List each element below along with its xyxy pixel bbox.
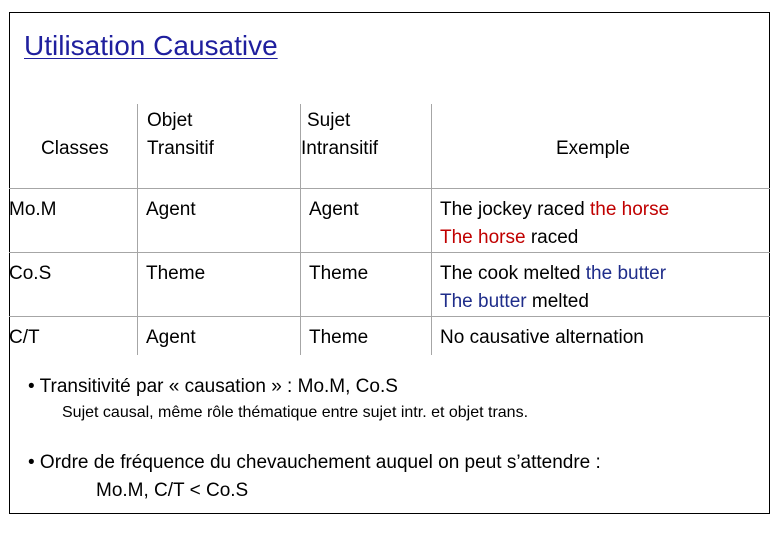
example-object-highlight: the horse bbox=[589, 199, 670, 220]
example-text: melted bbox=[526, 291, 589, 312]
example-line bbox=[440, 224, 770, 252]
example-cell bbox=[432, 189, 770, 252]
header-example: Exemple bbox=[556, 138, 630, 159]
header-object-line1: Objet bbox=[147, 110, 193, 131]
example-cell bbox=[432, 253, 770, 316]
causative-table bbox=[9, 104, 770, 355]
object-role-cell: Theme bbox=[146, 263, 206, 284]
subject-role-cell: Agent bbox=[309, 199, 359, 220]
class-cell: C/T bbox=[9, 327, 40, 348]
table-header-row bbox=[9, 104, 770, 189]
example-line bbox=[440, 288, 770, 316]
subject-role-cell: Theme bbox=[309, 327, 369, 348]
example-subject-highlight: The butter bbox=[440, 291, 527, 312]
table-row bbox=[9, 317, 770, 356]
note-transitivity: • Transitivité par « causation » : Mo.M, Co.S bbox=[28, 376, 398, 397]
header-object-cell bbox=[138, 104, 301, 189]
table-row bbox=[9, 189, 770, 253]
object-role-cell: Agent bbox=[146, 327, 196, 348]
example-subject-highlight: The horse bbox=[440, 227, 526, 248]
header-subject-line1: Sujet bbox=[307, 110, 351, 131]
header-classes: Classes bbox=[41, 138, 109, 159]
note-frequency: • Ordre de fréquence du chevauchement auquel on peut s’attendre : bbox=[28, 452, 601, 473]
header-subject-cell bbox=[301, 104, 432, 189]
subject-role-cell: Theme bbox=[309, 263, 369, 284]
example-object-highlight: the butter bbox=[585, 263, 667, 284]
header-classes-cell bbox=[9, 104, 138, 189]
object-role-cell: Agent bbox=[146, 199, 196, 220]
header-example-cell bbox=[432, 104, 771, 189]
example-cell: No causative alternation bbox=[440, 327, 644, 348]
header-object-line2: Transitif bbox=[147, 138, 214, 159]
example-line bbox=[440, 260, 770, 288]
example-text: The jockey raced bbox=[440, 199, 590, 220]
note-transitivity-detail: Sujet causal, même rôle thématique entre sujet intr. et objet trans. bbox=[62, 404, 529, 421]
note-frequency-order: Mo.M, C/T < Co.S bbox=[96, 480, 249, 501]
class-cell: Co.S bbox=[9, 263, 52, 284]
example-text: The cook melted bbox=[440, 263, 586, 284]
table-row bbox=[9, 253, 770, 317]
page-title: Utilisation Causative bbox=[24, 30, 278, 61]
class-cell: Mo.M bbox=[9, 199, 57, 220]
example-line bbox=[440, 196, 770, 224]
header-subject-line2: Intransitif bbox=[301, 138, 379, 159]
example-text: raced bbox=[525, 227, 579, 248]
